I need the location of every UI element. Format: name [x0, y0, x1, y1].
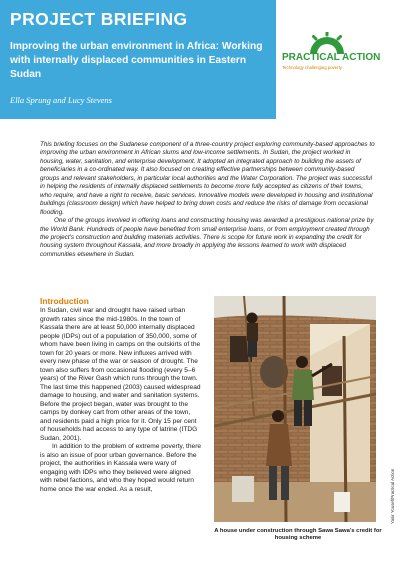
authors: Ella Sprung and Lucy Stevens — [10, 95, 112, 105]
logo-sun-icon — [304, 32, 350, 54]
introduction-body — [40, 307, 202, 494]
photo-credit: Yasir Yousef/Practical Action — [390, 468, 395, 524]
body-paragraph: In addition to the problem of extreme poverty, there is also an issue of poor urban governance. Before the project, the authorities in Kassala were wary of engaging with IDPs who they believed were aligned with rebel factions, and who they hoped would return home once the war ended. As a result, — [40, 443, 202, 493]
section-heading-introduction: Introduction — [40, 296, 89, 306]
practical-action-logo — [282, 32, 408, 78]
summary-paragraph: One of the groups involved in offering loans and constructing housing was awarded a prestigious national prize by the World Bank. Hundreds of people have benefited from small enterprise loans, or from employment created through the project's construction and building materials activities. There is scope for future work in expanding the credit for housing system throughout Kassala, and more broadly in applying the lessons learned to work with displaced communities elsewhere in Sudan. — [40, 217, 374, 258]
summary-paragraph: This briefing focuses on the Sudanese component of a three-country project exploring community-based approaches to improving the urban environment in African slums and low-income settlements. In Sudan, the project worked in housing, water, sanitation, and enterprise development. It adopted an integrated approach to building the assets of beneficiaries in a co-ordinated way. It also focused on creating effective partnerships between community-based groups and relevant stakeholders, in particular local authorities and the Water Corporation. The project was successful in helping the residents of internally displaced settlements to become more fully accepted as citizens of their towns, who require, and have a right to receive, basic services. Innovative models were developed in housing and institutional buildings (classroom design) which have helped to bring down costs and reduce the risks of damage from occasional flooding. — [40, 141, 375, 216]
header-banner — [0, 0, 276, 119]
brand-title: PROJECT BRIEFING — [10, 9, 188, 29]
logo-tagline: Technology challenging poverty — [282, 65, 342, 70]
body-paragraph: In Sudan, civil war and drought have raised urban growth rates since the mid-1980s. In the town of Kassala there are at least 50,000 internally displaced people (IDPs) out of a population of 350,000, some of whom have been living in camps on the outskirts of the town for 20 years or more. New influxes arrived with every new phase of the war or season of drought. The town also suffers from occasional flooding (every 5–6 years) of the River Gash which runs through the town. The last time this happened (2003) caused widespread damage to housing, and water and sanitation systems. Before the project began, water was brought to the camps by donkey cart from other areas of the town, and residents paid a high price for it. Only 15 per cent of households had access to any type of latrine (ITDG Sudan, 2001). — [40, 307, 201, 442]
document-title: Improving the urban environment in Africa: Working with internally displaced communities in Eastern Sudan — [10, 41, 263, 80]
construction-photo — [214, 296, 376, 522]
summary-block — [40, 141, 375, 259]
logo-name: PRACTICAL ACTION — [282, 52, 381, 63]
photo-caption: A house under construction through Sawa Sawa's credit for housing scheme — [214, 528, 382, 542]
